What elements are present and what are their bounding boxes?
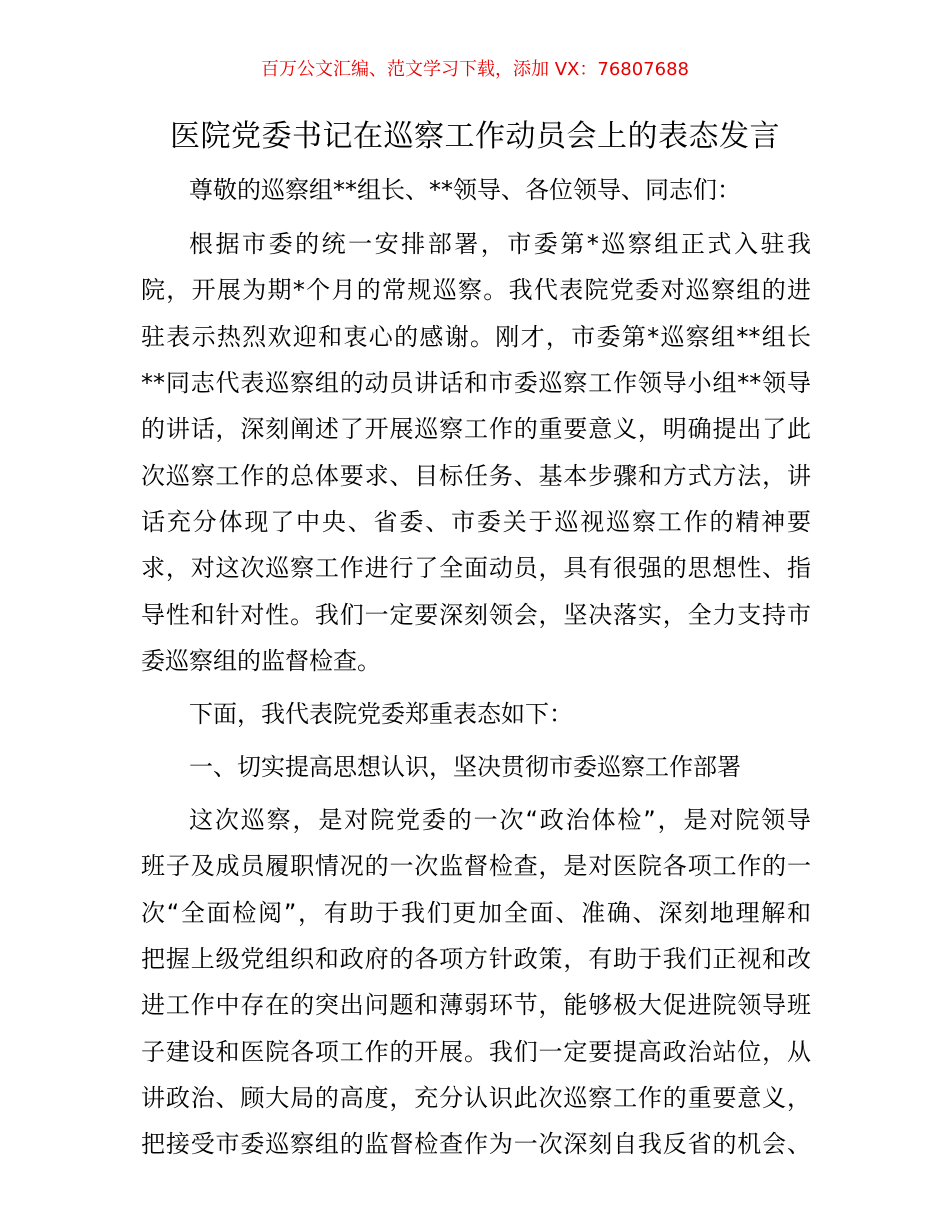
paragraph-line: 的讲话，深刻阐述了开展巡察工作的重要意义，明确提出了此	[141, 415, 811, 443]
paragraph-line: 委巡察组的监督检查。	[141, 647, 381, 675]
paragraph-line: 院，开展为期*个月的常规巡察。我代表院党委对巡察组的进	[141, 276, 811, 304]
paragraph-line: 驻表示热烈欢迎和衷心的感谢。刚才，市委第*巡察组**组长	[141, 323, 811, 351]
paragraph-line: 把握上级党组织和政府的各项方针政策，有助于我们正视和改	[141, 945, 811, 973]
section-heading: 一、切实提高思想认识，坚决贯彻市委巡察工作部署	[189, 753, 741, 781]
document-title: 医院党委书记在巡察工作动员会上的表态发言	[170, 119, 780, 154]
paragraph-line: 这次巡察，是对院党委的一次“政治体检”，是对院领导	[189, 806, 811, 834]
paragraph-line: 班子及成员履职情况的一次监督检查，是对医院各项工作的一	[141, 852, 811, 880]
paragraph-line: 导性和针对性。我们一定要深刻领会，坚决落实，全力支持市	[141, 601, 811, 629]
salutation-line: 尊敬的巡察组**组长、**领导、各位领导、同志们：	[189, 176, 741, 204]
watermark-header: 百万公文汇编、范文学习下载，添加 VX：76807688	[261, 59, 689, 80]
paragraph-line: 求，对这次巡察工作进行了全面动员，具有很强的思想性、指	[141, 554, 811, 582]
paragraph-line: 根据市委的统一安排部署，市委第*巡察组正式入驻我	[189, 230, 811, 258]
paragraph-line: 进工作中存在的突出问题和薄弱环节，能够极大促进院领导班	[141, 991, 811, 1019]
paragraph-line: 次巡察工作的总体要求、目标任务、基本步骤和方式方法，讲	[141, 462, 811, 490]
paragraph-line: 讲政治、顾大局的高度，充分认识此次巡察工作的重要意义，	[141, 1084, 811, 1112]
paragraph-line: 次“全面检阅”，有助于我们更加全面、准确、深刻地理解和	[141, 899, 811, 927]
paragraph-line: 子建设和医院各项工作的开展。我们一定要提高政治站位，从	[141, 1038, 811, 1066]
paragraph-line: 下面，我代表院党委郑重表态如下：	[189, 700, 573, 728]
paragraph-line: 话充分体现了中央、省委、市委关于巡视巡察工作的精神要	[141, 508, 811, 536]
paragraph-line: **同志代表巡察组的动员讲话和市委巡察工作领导小组**领导	[141, 369, 811, 397]
paragraph-line: 把接受市委巡察组的监督检查作为一次深刻自我反省的机会、	[141, 1130, 811, 1158]
